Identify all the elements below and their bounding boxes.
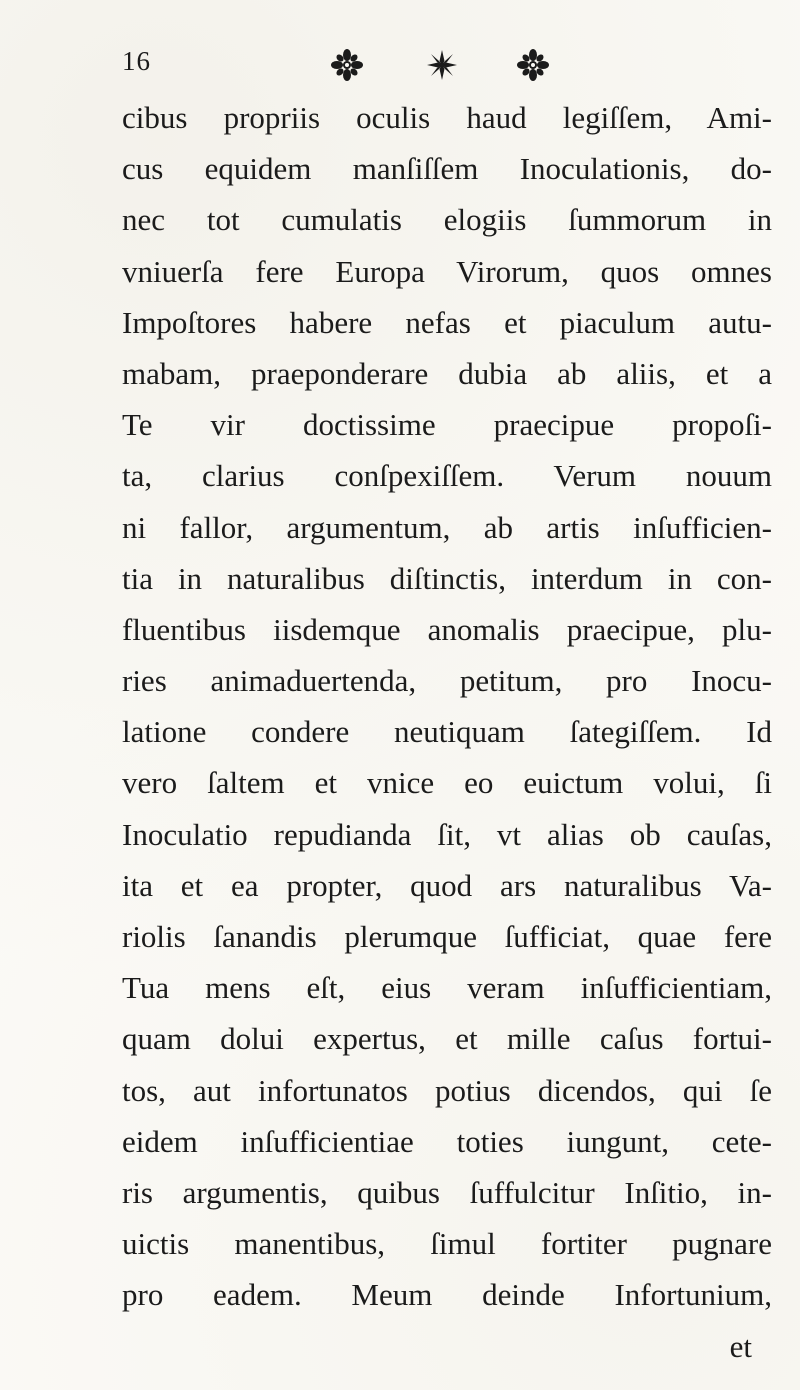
text-line: pro eadem. Meum deinde Infortunium, xyxy=(122,1277,772,1313)
text-line: fluentibus iisdemque anomalis praecipue, plu- xyxy=(122,611,772,647)
text-line: riolis ſanandis plerumque ſufficiat, quae fere xyxy=(122,919,772,954)
header-ornaments xyxy=(0,38,800,98)
text-line: ni fallor, argumentum, ab artis inſufficien- xyxy=(122,509,772,545)
text-line: ita et ea propter, quod ars naturalibus Va- xyxy=(122,867,772,903)
text-line: Inoculatio repudianda ſit, vt alias ob cauſas, xyxy=(122,816,772,852)
text-line: Impoſtores habere nefas et piaculum autu- xyxy=(122,304,772,340)
body-text xyxy=(122,92,772,1372)
text-line: mabam, praeponderare dubia ab aliis, et a xyxy=(122,355,772,391)
flower-ornament-icon xyxy=(516,48,550,82)
text-line: ries animaduertenda, petitum, pro Inocu- xyxy=(122,663,772,699)
text-line: cus equidem manſiſſem Inoculationis, do- xyxy=(122,151,772,187)
text-line: vero ſaltem et vnice eo euictum volui, ſi xyxy=(122,765,772,801)
text-line: quam dolui expertus, et mille caſus fortui- xyxy=(122,1021,772,1057)
text-line: ta, clarius conſpexiſſem. Verum nouum xyxy=(122,458,772,494)
text-line: tos, aut infortunatos potius dicendos, qui ſe xyxy=(122,1072,772,1108)
text-line: Te vir doctissime praecipue propoſi- xyxy=(122,407,772,443)
star-ornament-icon xyxy=(425,48,459,82)
text-line: nec tot cumulatis elogiis ſummorum in xyxy=(122,202,772,238)
text-line: ris argumentis, quibus ſuffulcitur Inſitio, in- xyxy=(122,1174,772,1210)
flower-ornament-icon xyxy=(330,48,364,82)
text-line: eidem inſufficientiae toties iungunt, cete- xyxy=(122,1123,772,1159)
text-line: tia in naturalibus diſtinctis, interdum in con- xyxy=(122,560,772,596)
text-line: uictis manentibus, ſimul fortiter pugnare xyxy=(122,1226,772,1262)
text-line: latione condere neutiquam ſategiſſem. Id xyxy=(122,714,772,750)
page-header xyxy=(0,38,800,98)
page-number: 16 xyxy=(122,46,151,76)
text-line: vniuerſa fere Europa Virorum, quos omnes xyxy=(122,253,772,289)
catchword: et xyxy=(729,1328,752,1364)
text-line: Tua mens eſt, eius veram inſufficientiam, xyxy=(122,970,772,1006)
text-line: cibus propriis oculis haud legiſſem, Ami- xyxy=(122,100,772,135)
